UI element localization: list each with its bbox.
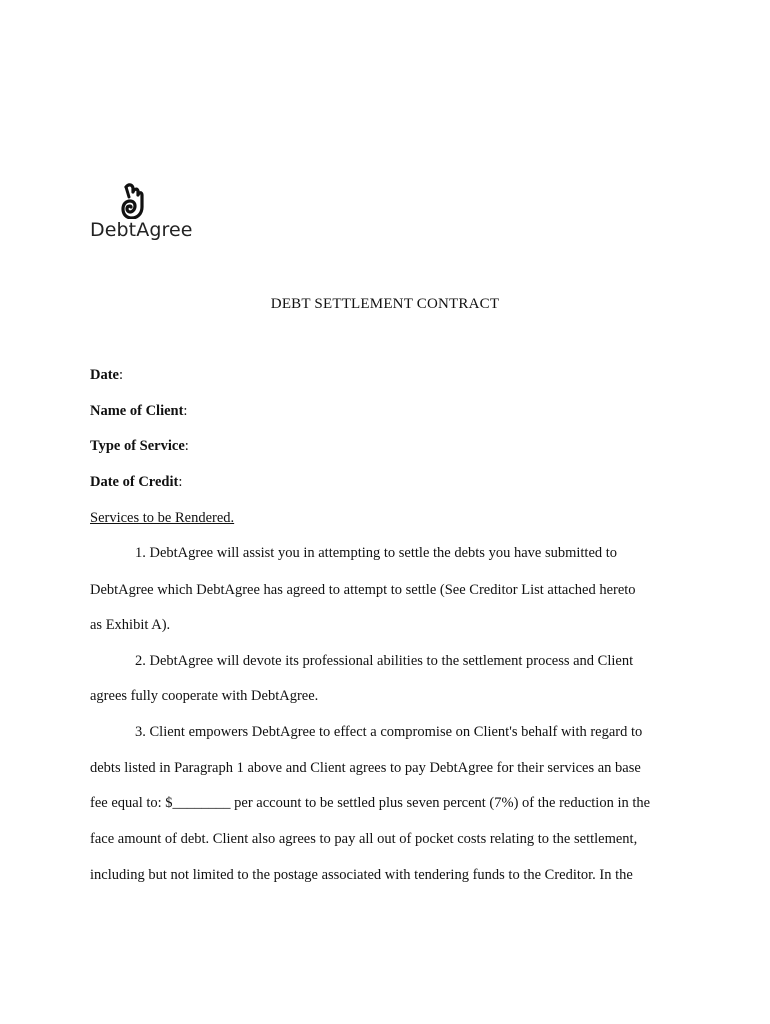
ok-hand-icon: [120, 183, 146, 219]
field-date-of-credit: Date of Credit:: [90, 474, 183, 490]
logo-text: DebtAgree: [90, 219, 193, 241]
body-line: as Exhibit A).: [90, 617, 171, 633]
field-date: Date:: [90, 367, 124, 383]
body-line: face amount of debt. Client also agrees to pay all out of pocket costs relating to the settlement,: [90, 831, 638, 847]
field-label: Type of Service: [90, 438, 185, 454]
body-line: 2. DebtAgree will devote its professional abilities to the settlement process and Client: [135, 653, 634, 669]
field-type-of-service: Type of Service:: [90, 438, 189, 454]
document-title: DEBT SETTLEMENT CONTRACT: [270, 296, 500, 312]
section-heading: Services to be Rendered.: [90, 510, 235, 526]
field-label: Date of Credit: [90, 474, 179, 490]
field-label: Date: [90, 367, 119, 383]
body-line: 1. DebtAgree will assist you in attempting to settle the debts you have submitted to: [135, 545, 618, 561]
field-name-of-client: Name of Client:: [90, 403, 188, 419]
body-line: 3. Client empowers DebtAgree to effect a compromise on Client's behalf with regard to: [135, 724, 643, 740]
body-line: fee equal to: $________ per account to be settled plus seven percent (7%) of the reduction in the: [90, 795, 651, 811]
debtagree-logo: [90, 183, 200, 243]
body-line: DebtAgree which DebtAgree has agreed to attempt to settle (See Creditor List attached hereto: [90, 582, 636, 598]
body-line: debts listed in Paragraph 1 above and Client agrees to pay DebtAgree for their services an base: [90, 760, 641, 776]
body-line: including but not limited to the postage associated with tendering funds to the Creditor. In the: [90, 867, 633, 883]
field-label: Name of Client: [90, 403, 184, 419]
body-line: agrees fully cooperate with DebtAgree.: [90, 688, 319, 704]
